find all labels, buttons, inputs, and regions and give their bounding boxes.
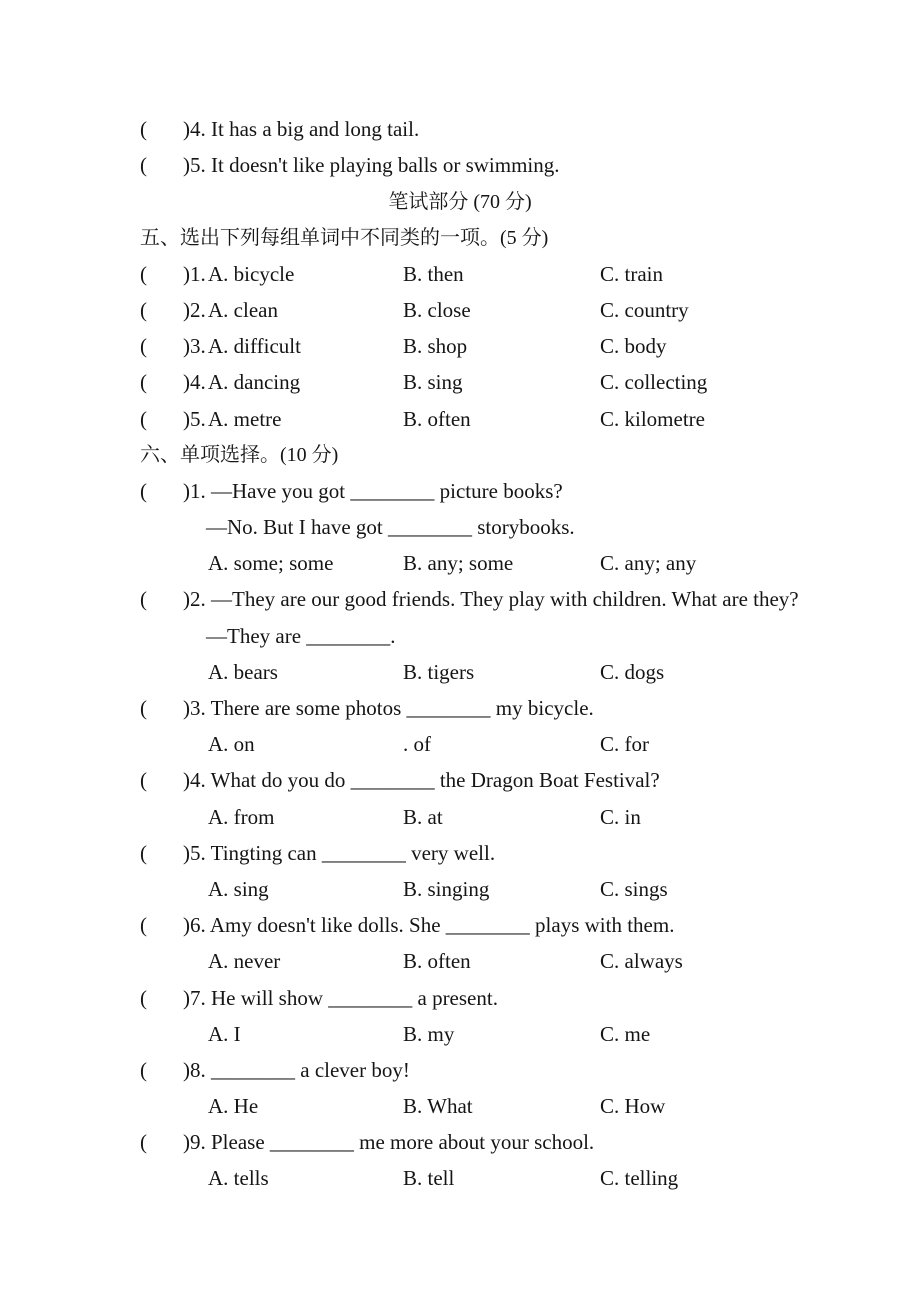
question-line xyxy=(0,473,920,509)
question-text: Please ________ me more about your school. xyxy=(211,1130,595,1155)
answer-bracket: ( xyxy=(140,370,147,395)
question-body xyxy=(183,581,799,617)
option-a: A. dancing xyxy=(208,370,301,395)
question-body xyxy=(183,473,563,509)
question-body xyxy=(183,690,594,726)
option-c: C. body xyxy=(600,334,667,359)
option-b: B. What xyxy=(403,1094,473,1119)
question-number: )2. xyxy=(183,297,206,322)
question-text: Tingting can ________ very well. xyxy=(210,840,496,865)
option-b: B. any; some xyxy=(403,551,514,576)
answer-bracket: ( xyxy=(140,985,147,1010)
options-line xyxy=(0,726,920,762)
option-c: C. kilometre xyxy=(600,406,705,431)
answer-bracket: ( xyxy=(140,768,147,793)
option-b: B. shop xyxy=(403,334,468,359)
question-number: )2. xyxy=(183,587,206,612)
option-a: A. tells xyxy=(208,1166,269,1191)
answer-bracket: ( xyxy=(140,153,147,178)
question-text: Amy doesn't like dolls. She ________ plays with them. xyxy=(209,913,675,938)
section-heading xyxy=(0,220,920,256)
question-number: )4. xyxy=(183,768,206,793)
option-a: A. bicycle xyxy=(208,261,295,286)
answer-bracket: ( xyxy=(140,406,147,431)
answer-bracket: ( xyxy=(140,1057,147,1082)
answer-bracket: ( xyxy=(140,261,147,286)
option-a: A. on xyxy=(208,732,255,757)
question-text: It has a big and long tail. xyxy=(211,117,420,141)
section-heading xyxy=(0,437,920,473)
question-number: )1. xyxy=(183,478,206,503)
question-body xyxy=(183,762,660,798)
answer-bracket: ( xyxy=(140,117,147,141)
option-a: A. metre xyxy=(208,406,282,431)
options-line xyxy=(0,1088,920,1124)
option-c: C. collecting xyxy=(600,370,708,395)
option-c: C. any; any xyxy=(600,551,697,576)
option-c: C. me xyxy=(600,1021,651,1046)
options-line xyxy=(0,545,920,581)
section-heading-text: 六、单项选择。(10 分) xyxy=(140,443,339,466)
answer-bracket: ( xyxy=(140,478,147,503)
question-number: )5. xyxy=(183,153,206,178)
answer-bracket: ( xyxy=(140,334,147,359)
option-a: A. never xyxy=(208,949,281,974)
question-text: What do you do ________ the Dragon Boat Festival? xyxy=(210,768,660,793)
question-number: )3. xyxy=(183,696,206,720)
question-number: )8. xyxy=(183,1057,206,1082)
option-c: C. sings xyxy=(600,876,668,901)
question-options-line xyxy=(0,328,920,364)
options-line xyxy=(0,871,920,907)
question-number: )1. xyxy=(183,261,206,286)
answer-bracket: ( xyxy=(140,1130,147,1155)
answer-bracket: ( xyxy=(140,696,147,720)
options-line xyxy=(0,1160,920,1196)
option-c: C. always xyxy=(600,949,683,974)
options-line xyxy=(0,654,920,690)
question-body xyxy=(183,147,560,183)
question-number: )5. xyxy=(183,406,206,431)
question-line xyxy=(0,1124,920,1160)
option-c: C. in xyxy=(600,804,641,829)
question-line xyxy=(0,835,920,871)
question-options-line xyxy=(0,364,920,400)
question-options-line xyxy=(0,401,920,437)
options-line xyxy=(0,799,920,835)
question-number: )4. xyxy=(183,117,206,141)
option-b: B. then xyxy=(403,261,464,286)
option-a: A. clean xyxy=(208,297,278,322)
worksheet-rows xyxy=(0,111,920,1197)
option-b: B. singing xyxy=(403,876,490,901)
answer-bracket: ( xyxy=(140,587,147,612)
option-c: C. How xyxy=(600,1094,666,1119)
options-line xyxy=(0,1016,920,1052)
question-line xyxy=(0,762,920,798)
question-body xyxy=(183,907,674,943)
section-heading-text: 五、选出下列每组单词中不同类的一项。(5 分) xyxy=(140,226,549,249)
option-c: C. dogs xyxy=(600,659,665,684)
option-a: A. I xyxy=(208,1021,241,1046)
question-line xyxy=(0,147,920,183)
question-body xyxy=(183,1124,594,1160)
question-continuation-line xyxy=(0,509,920,545)
question-options-line xyxy=(0,292,920,328)
question-text: —Have you got ________ picture books? xyxy=(211,478,563,503)
question-line xyxy=(0,690,920,726)
question-number: )6. xyxy=(183,913,206,938)
question-body xyxy=(183,835,495,871)
question-line xyxy=(0,1052,920,1088)
option-b: . of xyxy=(403,732,431,757)
continuation-text: —No. But I have got ________ storybooks. xyxy=(206,515,575,540)
option-b: B. often xyxy=(403,949,471,974)
question-options-line xyxy=(0,256,920,292)
question-number: )4. xyxy=(183,370,206,395)
question-continuation-line xyxy=(0,618,920,654)
answer-bracket: ( xyxy=(140,840,147,865)
question-body xyxy=(183,1052,410,1088)
question-text: There are some photos ________ my bicycle. xyxy=(210,696,594,720)
question-line xyxy=(0,581,920,617)
option-b: B. tell xyxy=(403,1166,455,1191)
option-a: A. some; some xyxy=(208,551,334,576)
option-c: C. train xyxy=(600,261,663,286)
part-heading-text: 笔试部分 (70 分) xyxy=(388,191,532,214)
option-b: B. close xyxy=(403,297,471,322)
option-b: B. my xyxy=(403,1021,455,1046)
option-a: A. from xyxy=(208,804,275,829)
continuation-text: —They are ________. xyxy=(206,623,396,648)
option-a: A. difficult xyxy=(208,334,301,359)
question-text: ________ a clever boy! xyxy=(211,1057,410,1082)
question-body xyxy=(183,980,498,1016)
option-a: A. He xyxy=(208,1094,259,1119)
option-b: B. tigers xyxy=(403,659,475,684)
question-number: )7. xyxy=(183,985,206,1010)
part-heading xyxy=(0,183,920,219)
question-text: —They are our good friends. They play with children. What are they? xyxy=(211,587,799,612)
question-text: He will show ________ a present. xyxy=(211,985,498,1010)
option-b: B. sing xyxy=(403,370,463,395)
option-a: A. bears xyxy=(208,659,278,684)
question-line xyxy=(0,907,920,943)
question-text: It doesn't like playing balls or swimming. xyxy=(211,153,560,178)
question-body xyxy=(183,111,419,147)
option-a: A. sing xyxy=(208,876,269,901)
answer-bracket: ( xyxy=(140,913,147,938)
option-c: C. for xyxy=(600,732,649,757)
option-c: C. country xyxy=(600,297,689,322)
question-line xyxy=(0,980,920,1016)
option-b: B. at xyxy=(403,804,443,829)
option-c: C. telling xyxy=(600,1166,679,1191)
option-b: B. often xyxy=(403,406,471,431)
question-number: )5. xyxy=(183,840,206,865)
options-line xyxy=(0,943,920,979)
question-line xyxy=(0,111,920,147)
question-number: )9. xyxy=(183,1130,206,1155)
answer-bracket: ( xyxy=(140,297,147,322)
question-number: )3. xyxy=(183,334,206,359)
